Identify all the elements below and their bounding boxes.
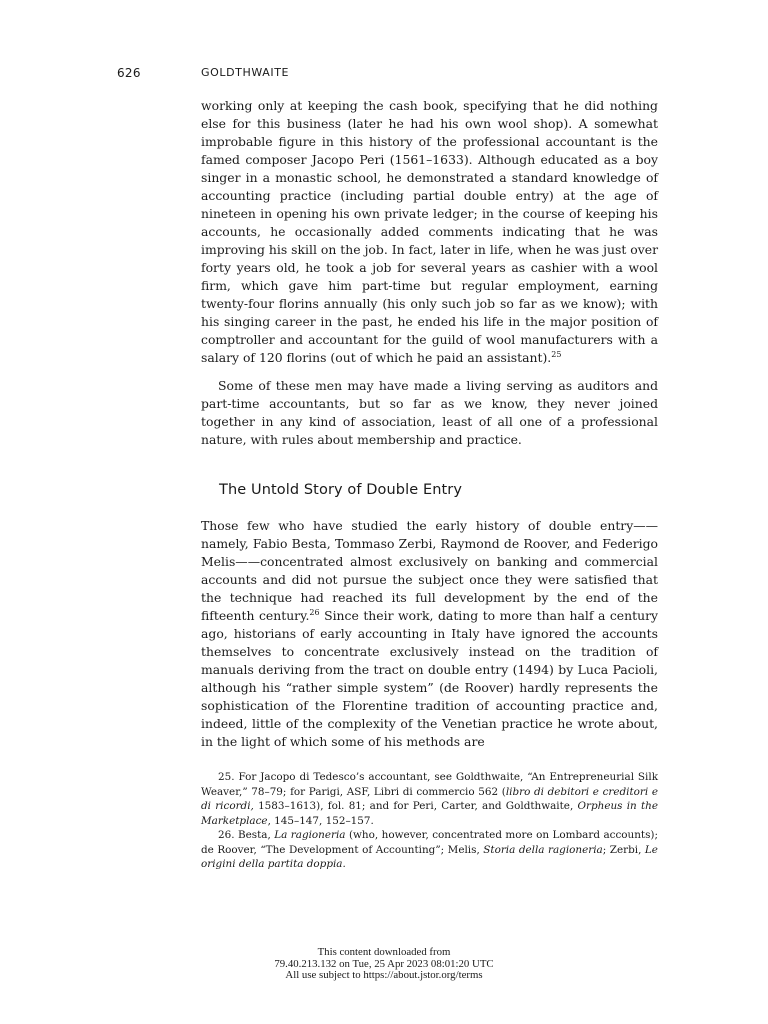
footnote-25-text-1: 25. For Jacopo di Tedesco’s accountant, see Goldthwaite, “An Entrepreneurial Silk Weaver,” 78–79; for Parigi, ASF, Libri di commercio 562 ( (201, 771, 658, 798)
paragraph-3 (201, 517, 658, 751)
footnote-ref-26[interactable]: 26 (309, 608, 320, 617)
footnote-25-italic-2: Orpheus in the Marketplace (201, 800, 659, 827)
paragraph-2 (201, 377, 658, 449)
footnote-26-text-3: ; Zerbi, (602, 843, 645, 856)
footnote-26 (201, 828, 658, 872)
page-number: 626 (117, 66, 141, 80)
footnote-26-text-2: (who, however, concentrated more on Lombard accounts); de Roover, “The Development of Accounting”; Melis, (201, 829, 658, 856)
footnotes (201, 770, 658, 872)
paragraph-2-text: Some of these men may have made a living serving as auditors and part-time accountants, but so far as we know, they never joined together in any kind of association, least of all one of a professional nature, with rules about membership and practice. (201, 378, 658, 447)
footnote-26-text-4: . (342, 858, 346, 870)
footnote-ref-25[interactable]: 25 (551, 350, 562, 359)
paragraph-3-text-b: Since their work, dating to more than half a century ago, historians of early accounting in Italy have ignored the accounts themselves to concentrate exclusively instead on the tradition of manuals deriving from the tract on double entry (1494) by Luca Pacioli, although his “rather simple system” (de Roover) hardly represents the sophistication of the Florentine tradition of accounting practice and, indeed, little of the complexity of the Venetian practice he wrote about, in the light of which some of his methods are (201, 608, 658, 749)
page-header (0, 66, 768, 82)
jstor-line-1: This content downloaded from (317, 946, 451, 958)
footnote-25-text-3: , 145–147, 152–157. (267, 814, 374, 827)
footnote-25-text-2: 1583–1613), fol. 81; and for Peri, Carter, and Goldthwaite, (253, 800, 578, 812)
paragraph-1 (201, 97, 658, 367)
footnote-26-italic-2: Storia della ragioneria (483, 843, 603, 856)
jstor-line-3[interactable]: All use subject to https://about.jstor.org/terms (285, 969, 483, 981)
footnote-25 (201, 770, 658, 828)
footnote-25-italic-1: libro di debitori e creditori e di ricordi, (201, 785, 658, 812)
running-head: GOLDTHWAITE (201, 66, 290, 79)
jstor-download-notice (0, 947, 768, 982)
section-heading: The Untold Story of Double Entry (219, 482, 463, 498)
footnote-26-italic-3: Le origini della partita doppia (201, 843, 658, 870)
paragraph-1-text: working only at keeping the cash book, specifying that he did nothing else for this business (later he had his own wool shop). A somewhat improbable figure in this history of the professional accountant is the famed composer Jacopo Peri (1561–1633). Although educated as a boy singer in a monastic school, he demonstrated a standard knowledge of accounting practice (including partial double entry) at the age of nineteen in opening his own private ledger; in the course of keeping his accounts, he occasionally added comments indicating that he was improving his skill on the job. In fact, later in life, when he was just over forty years old, he took a job for several years as cashier with a wool firm, which gave him part-time but regular employment, earning twenty-four florins annually (his only such job so far as we know); with his singing career in the past, he ended his life in the major position of comptroller and accountant for the guild of wool manufacturers with a salary of 120 florins (out of which he paid an assistant). (201, 98, 658, 365)
footnote-26-italic-1: La ragioneria (274, 829, 346, 841)
paragraph-3-text-a: Those few who have studied the early history of double entry—— namely, Fabio Besta, Tommaso Zerbi, Raymond de Roover, and Federigo Melis——concentrated almost exclusively on banking and commercial accounts and did not pursue the subject once they were satisfied that the technique had reached its full development by the end of the fifteenth century. (201, 518, 658, 623)
footnote-26-text-1: 26. Besta, (218, 829, 275, 841)
jstor-line-2: 79.40.213.132 on Tue, 25 Apr 2023 08:01:20 UTC (274, 957, 494, 970)
